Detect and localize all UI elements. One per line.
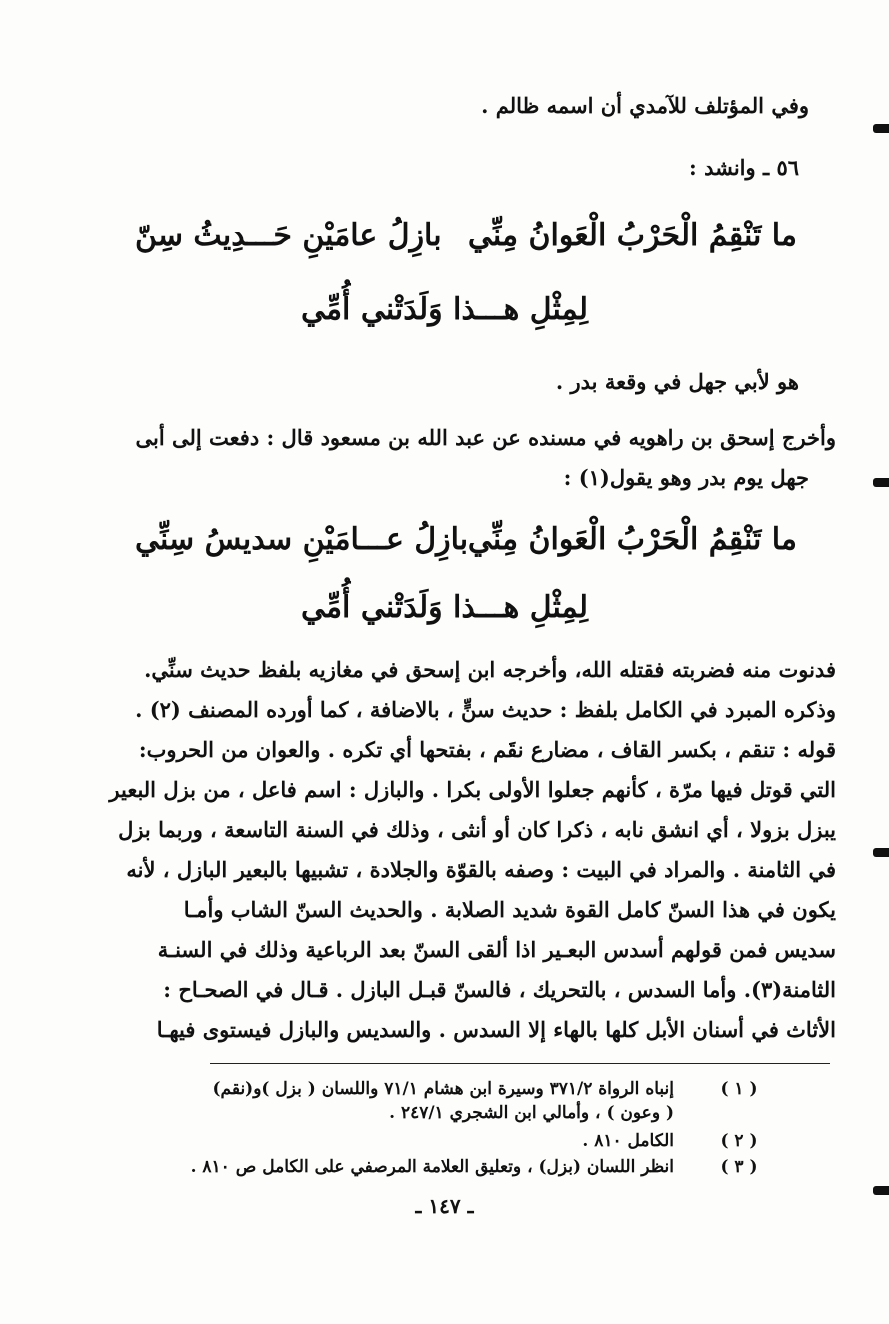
footnote-text: إنباه الرواة ٣٧١/٢ وسيرة ابن هشام ٧١/١ واللسان ( بزل )و(نقم) xyxy=(212,1079,674,1099)
verse-1-hemistich-2: بازِلُ عامَيْنِ حَـــدِيثُ سِنّ xyxy=(135,218,442,253)
paragraph-2-line: في الثامنة . والمراد في البيت : وصفه بالقوّة والجلادة ، تشبيها بالبعير البازل ، لأنه xyxy=(126,857,836,882)
footnote-divider xyxy=(210,1063,830,1064)
margin-mark xyxy=(873,478,889,487)
intro-line: وفي المؤتلف للآمدي أن اسمه ظالم . xyxy=(481,93,809,118)
footnote-number: ( ١ ) xyxy=(720,1079,758,1099)
paragraph-2-line: الأثاث في أسنان الأبل كلها بالهاء إلا السدس . والسديس والبازل فيستوى فيهـا xyxy=(156,1017,836,1042)
paragraph-1-line: وأخرج إسحق بن راهويه في مسنده عن عبد الله بن مسعود قال : دفعت إلى أبى xyxy=(135,425,836,450)
attribution: هو لأبي جهل في وقعة بدر . xyxy=(555,369,799,394)
paragraph-2-line: الثامنة(٣). وأما السدس ، بالتحريك ، فالسنّ قبـل البازل . قـال في الصحـاح : xyxy=(163,977,836,1002)
verse-2-hemistich-1: ما تَنْقِمُ الْحَرْبُ الْعَوانُ مِنِّي xyxy=(467,522,797,557)
margin-mark xyxy=(873,124,889,133)
paragraph-2-line: يكون في هذا السنّ كامل القوة شديد الصلابة . والحديث السنّ الشاب وأمـا xyxy=(183,897,836,922)
paragraph-1-line: جهل يوم بدر وهو يقول(١) : xyxy=(563,465,809,490)
margin-mark xyxy=(873,848,889,857)
page-number: ـ ١٤٧ ـ xyxy=(415,1194,474,1218)
footnote-number: ( ٢ ) xyxy=(720,1131,758,1151)
footnote-number: ( ٣ ) xyxy=(720,1157,758,1177)
verse-2-line-2: لِمِثْلِ هـــذا وَلَدَتْني أُمِّي xyxy=(300,590,589,625)
footnote-text: الكامل ٨١٠ . xyxy=(582,1131,674,1151)
paragraph-2-line: فدنوت منه فضربته فقتله الله، وأخرجه ابن إسحق في مغازيه بلفظ حديث سنِّي. xyxy=(144,657,836,682)
paragraph-2-line: وذكره المبرد في الكامل بلفظ : حديث سنٍّ ، بالاضافة ، كما أورده المصنف (٢) . xyxy=(135,697,836,722)
verse-1-hemistich-1: ما تَنْقِمُ الْحَرْبُ الْعَوانُ مِنِّي xyxy=(467,218,797,253)
section-heading: ٥٦ ـ وانشد : xyxy=(689,155,799,180)
footnote-text: ( وعون ) ، وأمالي ابن الشجري ٢٤٧/١ . xyxy=(389,1103,674,1123)
paragraph-2-line: التي قوتل فيها مرّة ، كأنهم جعلوا الأولى بكرا . والبازل : اسم فاعل ، من بزل البعير xyxy=(109,777,836,802)
footnote-text: انظر اللسان (بزل) ، وتعليق العلامة المرصفي على الكامل ص ٨١٠ . xyxy=(190,1157,674,1177)
verse-2-hemistich-2: بازِلُ عـــامَيْنِ سديسُ سِنِّي xyxy=(135,522,469,557)
paragraph-2-line: سديس فمن قولهم أسدس البعـير اذا ألقى السنّ بعد الرباعية وذلك في السنـة xyxy=(157,937,836,962)
paragraph-2-line: يبزل بزولا ، أي انشق نابه ، ذكرا كان أو أنثى ، وذلك في السنة التاسعة ، وربما بزل xyxy=(118,817,836,842)
paragraph-2-line: قوله : تنقم ، بكسر القاف ، مضارع نقَم ، بفتحها أي تكره . والعوان من الحروب: xyxy=(138,737,836,762)
verse-1-line-2: لِمِثْلِ هـــذا وَلَدَتْني أُمِّي xyxy=(300,292,589,327)
